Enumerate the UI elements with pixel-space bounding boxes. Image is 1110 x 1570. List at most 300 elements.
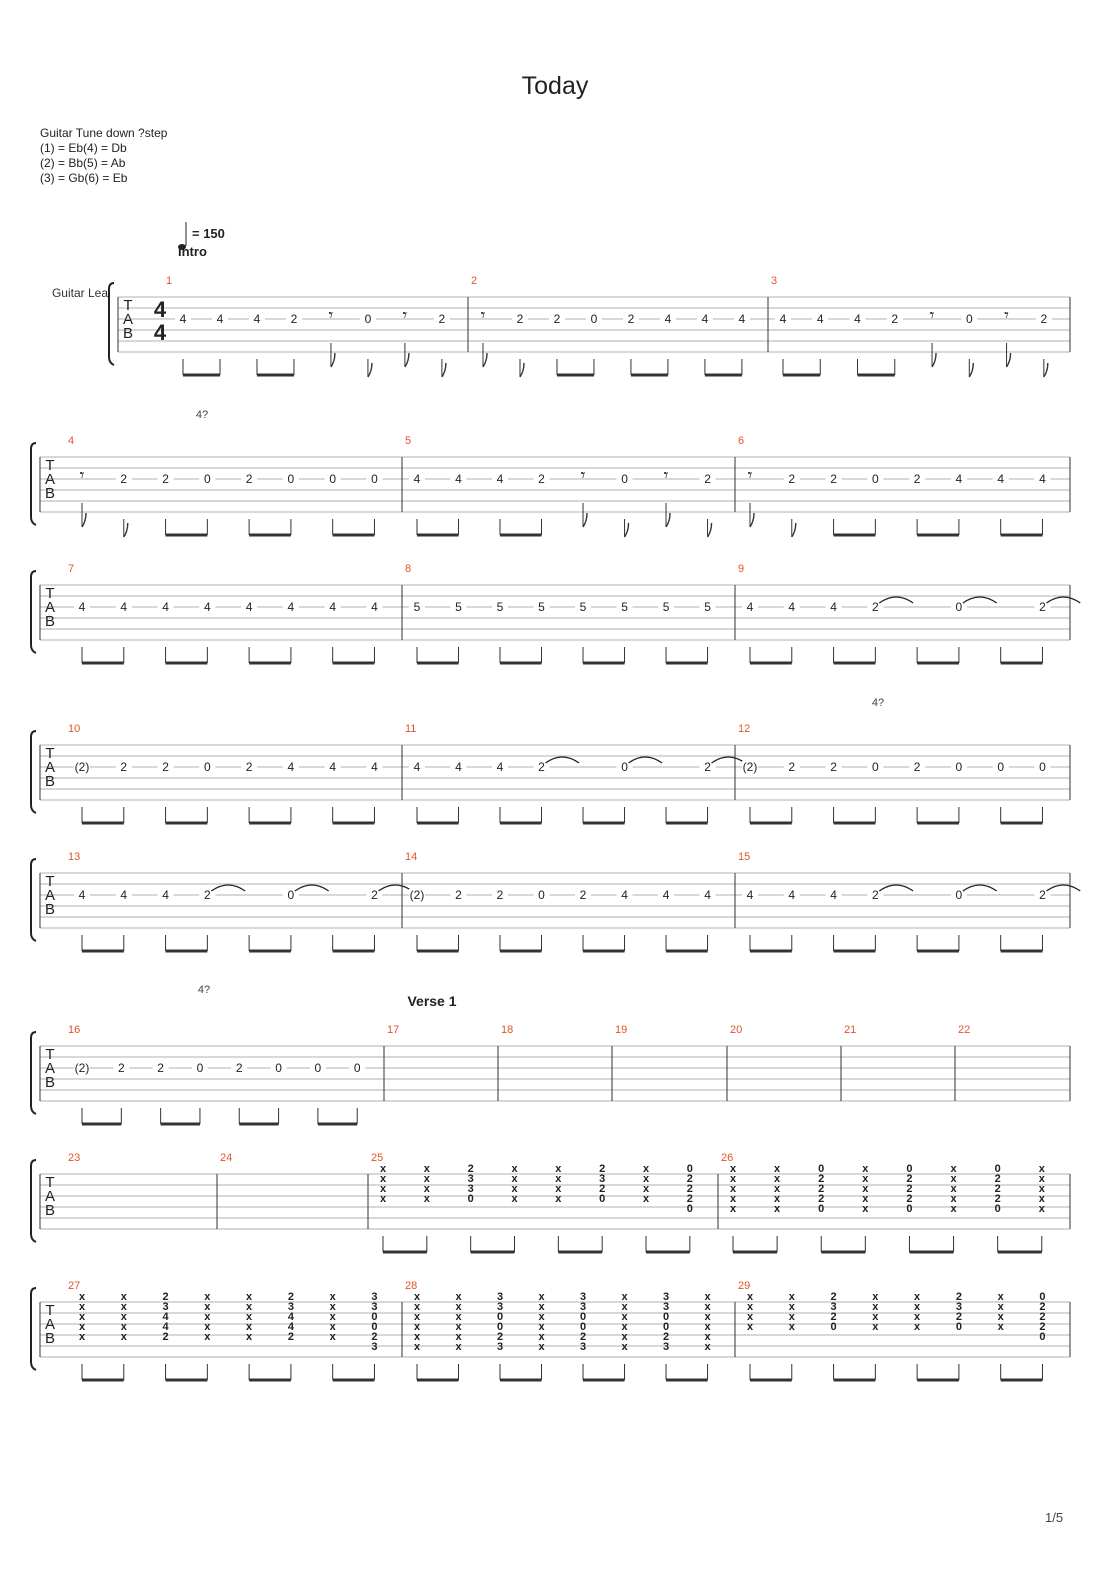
chord-fret: x — [78, 1331, 86, 1343]
fret-number: 4 — [997, 472, 1005, 486]
chord-fret: x — [642, 1183, 650, 1195]
fret-number: 4 — [746, 600, 754, 614]
chord-fret: 2 — [496, 1331, 504, 1343]
chord-fret: 2 — [818, 1193, 825, 1205]
chord-fret: x — [204, 1291, 211, 1303]
chord-fret: x — [704, 1341, 711, 1353]
chord-fret: x — [746, 1311, 754, 1323]
tab-clef-letter: A — [44, 1188, 56, 1205]
chord-fret: 3 — [955, 1301, 962, 1313]
chord-fret: 0 — [579, 1311, 587, 1323]
fret-number: 4 — [664, 312, 672, 326]
chord-fret: 2 — [955, 1311, 962, 1323]
measure-number: 2 — [471, 275, 478, 287]
chord-fret: 2 — [1039, 1321, 1046, 1333]
chord-fret: 3 — [662, 1291, 670, 1303]
note-flag — [82, 513, 86, 527]
measure-number: 27 — [68, 1280, 81, 1292]
chord-fret: x — [642, 1173, 650, 1185]
system-bracket — [31, 731, 36, 813]
fret-number: 4 — [854, 312, 861, 326]
section-label-intro: Intro — [178, 244, 207, 259]
measure-number: 23 — [68, 1152, 81, 1164]
note-flag — [331, 353, 335, 367]
tempo-value: = 150 — [192, 226, 225, 241]
chord-fret: x — [538, 1331, 545, 1343]
fret-number: 0 — [364, 312, 372, 326]
chord-fret: x — [329, 1331, 336, 1343]
fret-number: 4 — [245, 600, 253, 614]
chord-fret: x — [413, 1291, 421, 1303]
chord-fret: 2 — [1039, 1301, 1046, 1313]
fret-number: 4 — [371, 600, 378, 614]
note-flag — [483, 353, 487, 367]
fret-number: 2 — [117, 1061, 125, 1075]
measure-number: 19 — [615, 1024, 628, 1036]
fret-number: 2 — [538, 472, 545, 486]
fret-number: 2 — [162, 760, 169, 774]
fret-number: 4 — [455, 472, 462, 486]
chord-fret: x — [423, 1183, 430, 1195]
chord-fret: x — [950, 1163, 957, 1175]
fret-number: 0 — [203, 472, 211, 486]
song-title: Today — [521, 72, 589, 100]
chord-fret: 2 — [818, 1183, 825, 1195]
fret-number: 0 — [203, 760, 211, 774]
chord-fret: x — [729, 1173, 737, 1185]
chord-fret: x — [413, 1321, 421, 1333]
fret-number: 0 — [538, 888, 545, 902]
fret-number: 4 — [413, 760, 421, 774]
eighth-rest: 𝄾 — [580, 465, 586, 485]
chord-fret: x — [204, 1311, 211, 1323]
chord-fret: x — [997, 1291, 1004, 1303]
measure-number: 1 — [166, 275, 173, 287]
chord-fret: 0 — [818, 1203, 825, 1215]
fret-number: 4 — [203, 600, 211, 614]
fret-number: 2 — [162, 472, 169, 486]
chord-fret: 2 — [906, 1183, 913, 1195]
fret-number: 4 — [216, 312, 224, 326]
chord-fret: x — [246, 1301, 253, 1313]
fret-number: 2 — [627, 312, 635, 326]
tuning-line: (1) = Eb(4) = Db — [40, 141, 127, 155]
fret-number: 2 — [120, 472, 128, 486]
tab-clef-letter: B — [44, 773, 56, 790]
chord-fret: x — [379, 1163, 387, 1175]
system-bracket — [31, 1160, 36, 1242]
chord-fret: x — [538, 1341, 545, 1353]
tab-clef-letter: A — [44, 887, 56, 904]
fret-number: 0 — [871, 760, 879, 774]
fret-number: 0 — [955, 888, 963, 902]
fret-number: 4 — [955, 472, 963, 486]
chord-fret: x — [914, 1311, 921, 1323]
tab-clef-letter: A — [44, 759, 56, 776]
chord-fret: 4 — [162, 1321, 169, 1333]
tie-arc — [629, 757, 663, 763]
chord-fret: x — [78, 1301, 86, 1313]
measure-number: 15 — [738, 851, 751, 863]
fret-number: 2 — [1040, 312, 1048, 326]
chord-fret: x — [246, 1331, 253, 1343]
tuning-line: (2) = Bb(5) = Ab — [40, 156, 126, 170]
tie-arc — [295, 885, 329, 891]
fret-number: 0 — [287, 888, 295, 902]
chord-fret: 3 — [579, 1341, 587, 1353]
chord-fret: x — [746, 1321, 754, 1333]
chord-fret: 3 — [467, 1183, 474, 1195]
eighth-rest: 𝄾 — [1004, 305, 1009, 325]
fret-number: 4 — [779, 312, 787, 326]
chord-fret: 3 — [496, 1341, 504, 1353]
chord-fret: 2 — [287, 1291, 294, 1303]
chord-fret: 4 — [287, 1321, 294, 1333]
chord-fret: x — [538, 1291, 545, 1303]
chord-fret: 0 — [906, 1163, 913, 1175]
chord-fret: 2 — [818, 1173, 825, 1185]
measure-number: 18 — [501, 1024, 514, 1036]
chord-fret: x — [621, 1311, 628, 1323]
chord-fret: x — [423, 1193, 430, 1205]
chord-fret: 2 — [467, 1163, 474, 1175]
chord-fret: 2 — [906, 1173, 913, 1185]
note-flag — [1007, 353, 1011, 367]
chord-fret: 0 — [662, 1311, 670, 1323]
tab-clef-letter: B — [44, 1074, 56, 1091]
fret-number: 2 — [704, 760, 711, 774]
tab-clef-letter: B — [44, 1330, 56, 1347]
fret-number: 2 — [496, 888, 504, 902]
fret-number: 0 — [353, 1061, 361, 1075]
fret-number: 4 — [830, 600, 837, 614]
measure-number: 8 — [405, 563, 412, 575]
chord-fret: 3 — [496, 1291, 504, 1303]
tab-clef-letter: T — [123, 297, 133, 314]
chord-fret: x — [1038, 1193, 1045, 1205]
fret-number: 4 — [120, 600, 128, 614]
measure-number: 20 — [730, 1024, 743, 1036]
chord-fret: x — [413, 1301, 421, 1313]
chord-fret: x — [538, 1301, 545, 1313]
chord-fret: 2 — [599, 1183, 606, 1195]
chord-fret: x — [555, 1193, 562, 1205]
fret-number: 4 — [701, 312, 709, 326]
fret-number: 2 — [788, 472, 796, 486]
chord-fret: x — [621, 1331, 628, 1343]
chord-fret: 0 — [955, 1321, 962, 1333]
chord-fret: x — [788, 1301, 795, 1313]
measure-number: 26 — [721, 1152, 734, 1164]
system-bracket — [31, 1288, 36, 1370]
tab-clef-letter: A — [44, 599, 56, 616]
chord-fret: 3 — [579, 1291, 587, 1303]
tuning-line: (3) = Gb(6) = Eb — [40, 171, 128, 185]
fret-number: 5 — [413, 600, 421, 614]
chord-fret: 0 — [599, 1193, 606, 1205]
chord-fret: 3 — [496, 1301, 504, 1313]
chord-fret: x — [329, 1291, 336, 1303]
chord-fret: x — [774, 1173, 781, 1185]
chord-fret: x — [862, 1173, 869, 1185]
fret-number: 0 — [955, 600, 963, 614]
section-label: Verse 1 — [407, 993, 457, 1009]
chord-fret: x — [511, 1173, 518, 1185]
tie-arc — [879, 597, 913, 603]
measure-number: 24 — [220, 1152, 233, 1164]
chord-fret: x — [729, 1183, 737, 1195]
measure-number: 3 — [771, 275, 778, 287]
fret-number: 2 — [830, 472, 837, 486]
chord-fret: x — [872, 1321, 879, 1333]
fret-number: 2 — [438, 312, 446, 326]
eighth-rest: 𝄾 — [79, 465, 85, 485]
fret-number: 5 — [579, 600, 587, 614]
chord-fret: 2 — [371, 1331, 378, 1343]
fret-number: 2 — [157, 1061, 164, 1075]
fret-number: 4 — [662, 888, 670, 902]
system-bracket — [109, 283, 114, 365]
chord-fret: x — [1038, 1173, 1045, 1185]
measure-number: 7 — [68, 563, 75, 575]
tab-clef-letter: T — [45, 457, 55, 474]
chord-fret: x — [455, 1331, 462, 1343]
note-flag — [520, 363, 524, 377]
chord-fret: x — [997, 1321, 1004, 1333]
fret-number: 4 — [816, 312, 824, 326]
tab-clef-letter: B — [122, 325, 134, 342]
chord-fret: 0 — [906, 1203, 913, 1215]
chord-fret: x — [120, 1311, 127, 1323]
chord-fret: x — [621, 1341, 628, 1353]
fret-number: 2 — [913, 760, 921, 774]
note-flag — [583, 513, 587, 527]
chord-fret: 3 — [662, 1341, 670, 1353]
tab-clef-letter: B — [44, 901, 56, 918]
chord-fret: 0 — [496, 1311, 504, 1323]
tie-arc — [879, 885, 913, 891]
fret-number: 0 — [621, 472, 628, 486]
chord-fret: 3 — [830, 1301, 837, 1313]
chord-fret: x — [329, 1301, 336, 1313]
chord-fret: x — [555, 1173, 562, 1185]
chord-fret: 0 — [371, 1321, 378, 1333]
chord-fret: 2 — [906, 1193, 913, 1205]
fret-number: 4 — [287, 760, 295, 774]
chord-fret: x — [120, 1291, 127, 1303]
chord-fret: x — [704, 1311, 711, 1323]
tie-arc — [211, 885, 245, 891]
system-bracket — [31, 859, 36, 941]
chord-fret: x — [1038, 1163, 1045, 1175]
measure-number: 11 — [405, 723, 417, 735]
chord-fret: x — [204, 1331, 211, 1343]
chord-fret: 0 — [994, 1163, 1001, 1175]
fret-number: 5 — [662, 600, 670, 614]
chord-fret: 3 — [371, 1341, 378, 1353]
chord-fret: 2 — [162, 1291, 169, 1303]
annotation: 4? — [197, 984, 211, 996]
note-flag — [969, 363, 973, 377]
chord-fret: x — [746, 1301, 754, 1313]
chord-fret: 0 — [994, 1203, 1001, 1215]
eighth-rest: 𝄾 — [402, 305, 408, 325]
measure-number: 13 — [68, 851, 81, 863]
tab-clef-letter: A — [122, 311, 134, 328]
chord-fret: x — [379, 1193, 387, 1205]
chord-fret: x — [997, 1311, 1004, 1323]
fret-number: 5 — [621, 600, 628, 614]
fret-number: 4 — [329, 760, 337, 774]
chord-fret: x — [413, 1341, 421, 1353]
chord-fret: 2 — [287, 1331, 294, 1343]
chord-fret: x — [788, 1291, 795, 1303]
note-flag — [750, 513, 754, 527]
tab-clef-letter: A — [44, 471, 56, 488]
note-flag — [1044, 363, 1048, 377]
fret-number: 4 — [162, 600, 169, 614]
eighth-rest: 𝄾 — [480, 305, 486, 325]
chord-fret: x — [120, 1331, 127, 1343]
fret-number: 4 — [704, 888, 711, 902]
chord-fret: x — [914, 1291, 921, 1303]
tie-arc — [1046, 885, 1080, 891]
chord-fret: x — [872, 1311, 879, 1323]
chord-fret: 2 — [830, 1311, 837, 1323]
fret-number: 4 — [120, 888, 128, 902]
fret-number: 0 — [287, 472, 295, 486]
fret-number: 0 — [1039, 760, 1046, 774]
measure-number: 17 — [387, 1024, 400, 1036]
chord-fret: 2 — [662, 1331, 670, 1343]
fret-number: 4 — [830, 888, 837, 902]
measure-number: 22 — [958, 1024, 971, 1036]
chord-fret: 0 — [1039, 1331, 1046, 1343]
chord-fret: x — [862, 1193, 869, 1205]
fret-number: 0 — [590, 312, 598, 326]
chord-fret: x — [1038, 1183, 1045, 1195]
chord-fret: x — [950, 1173, 957, 1185]
chord-fret: 2 — [994, 1183, 1001, 1195]
chord-fret: x — [774, 1163, 781, 1175]
fret-number: 4 — [496, 472, 504, 486]
fret-number: 2 — [871, 600, 879, 614]
fret-number: 5 — [496, 600, 504, 614]
note-flag — [625, 523, 629, 537]
track-name: Guitar Lea — [51, 286, 108, 300]
chord-fret: x — [950, 1183, 957, 1195]
note-flag — [124, 523, 128, 537]
page-number: 1/5 — [1045, 1510, 1064, 1525]
measure-number: 12 — [738, 723, 751, 735]
tuning-header: Guitar Tune down ?step — [40, 126, 168, 140]
tie-arc — [1046, 597, 1080, 603]
chord-fret: x — [455, 1291, 462, 1303]
fret-number: 4 — [1039, 472, 1046, 486]
chord-fret: x — [704, 1331, 711, 1343]
chord-fret: x — [642, 1193, 650, 1205]
fret-number: 0 — [196, 1061, 204, 1075]
fret-number: 2 — [538, 760, 545, 774]
chord-fret: x — [511, 1183, 518, 1195]
chord-fret: x — [774, 1203, 781, 1215]
fret-number: 4 — [746, 888, 754, 902]
chord-fret: x — [413, 1331, 421, 1343]
chord-fret: 0 — [467, 1193, 474, 1205]
chord-fret: 0 — [818, 1163, 825, 1175]
note-flag — [792, 523, 796, 537]
eighth-rest: 𝄾 — [663, 465, 669, 485]
measure-number: 25 — [371, 1152, 384, 1164]
fret-number: 5 — [538, 600, 545, 614]
fret-number: 2 — [1039, 600, 1046, 614]
chord-fret: x — [914, 1321, 921, 1333]
fret-number: 0 — [955, 760, 963, 774]
chord-fret: x — [788, 1321, 795, 1333]
fret-number: 0 — [329, 472, 337, 486]
time-signature-bottom: 4 — [153, 320, 167, 345]
chord-fret: 3 — [599, 1173, 606, 1185]
chord-fret: x — [950, 1203, 957, 1215]
tie-arc — [963, 597, 997, 603]
note-flag — [708, 523, 712, 537]
fret-number: (2) — [409, 888, 425, 902]
fret-number: 2 — [788, 760, 796, 774]
chord-fret: x — [511, 1163, 518, 1175]
chord-fret: x — [774, 1193, 781, 1205]
chord-fret: 0 — [662, 1321, 670, 1333]
fret-number: 0 — [371, 472, 378, 486]
fret-number: 2 — [371, 888, 378, 902]
chord-fret: x — [1038, 1203, 1045, 1215]
system-bracket — [31, 1032, 36, 1114]
chord-fret: x — [621, 1291, 628, 1303]
fret-number: (2) — [74, 760, 90, 774]
fret-number: 2 — [704, 472, 711, 486]
fret-number: 4 — [621, 888, 628, 902]
chord-fret: 2 — [686, 1183, 693, 1195]
fret-number: (2) — [74, 1061, 90, 1075]
fret-number: 4 — [253, 312, 261, 326]
chord-fret: 0 — [579, 1321, 587, 1333]
chord-fret: x — [511, 1193, 518, 1205]
chord-fret: x — [950, 1193, 957, 1205]
fret-number: 4 — [738, 312, 746, 326]
tie-arc — [712, 757, 746, 763]
chord-fret: x — [78, 1311, 86, 1323]
chord-fret: x — [423, 1163, 430, 1175]
chord-fret: x — [862, 1163, 869, 1175]
chord-fret: 3 — [162, 1301, 169, 1313]
eighth-rest: 𝄾 — [929, 305, 935, 325]
chord-fret: 4 — [287, 1311, 294, 1323]
chord-fret: x — [204, 1301, 211, 1313]
chord-fret: x — [729, 1163, 737, 1175]
measure-number: 6 — [738, 435, 745, 447]
fret-number: 2 — [245, 760, 253, 774]
system-bracket — [31, 443, 36, 525]
chord-fret: x — [246, 1321, 253, 1333]
tie-arc — [378, 885, 412, 891]
chord-fret: 3 — [467, 1173, 474, 1185]
chord-fret: x — [729, 1203, 737, 1215]
fret-number: 2 — [579, 888, 587, 902]
fret-number: 4 — [788, 600, 796, 614]
chord-fret: x — [774, 1183, 781, 1195]
fret-number: 2 — [290, 312, 298, 326]
chord-fret: x — [455, 1321, 462, 1333]
measure-number: 28 — [405, 1280, 418, 1292]
